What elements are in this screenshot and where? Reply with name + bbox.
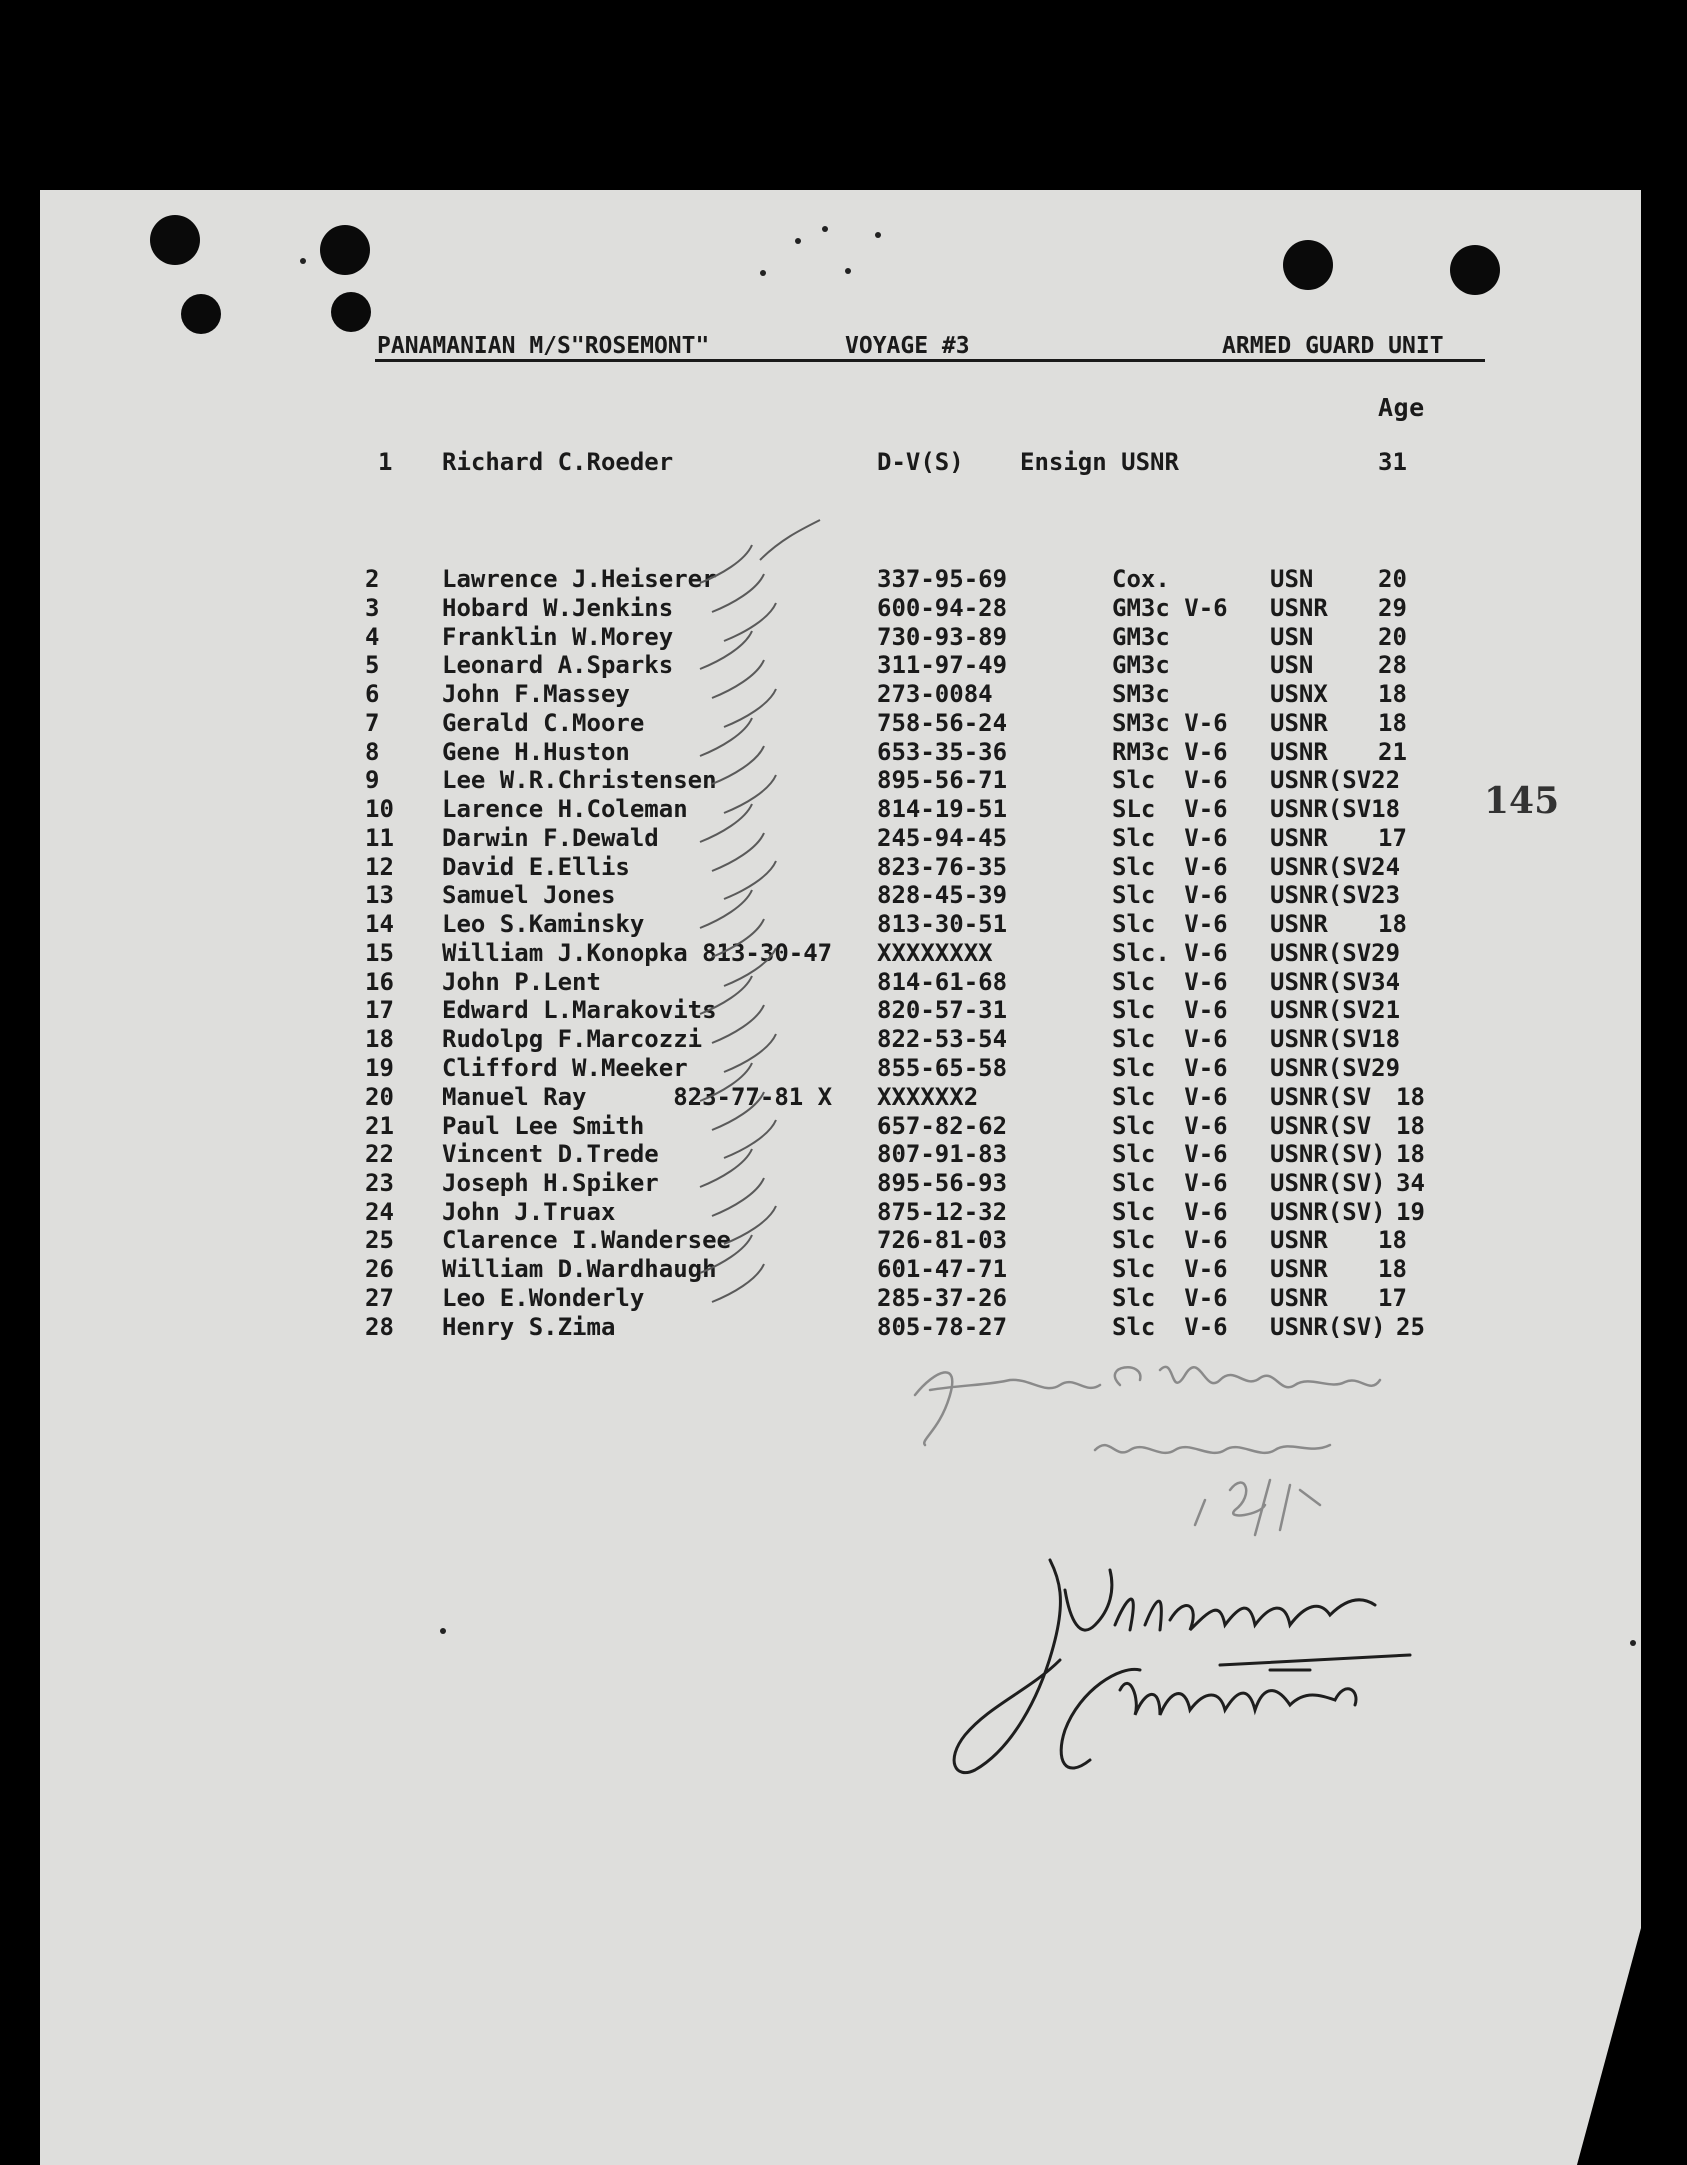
crew-service-number: 285-37-26 bbox=[877, 1284, 1008, 1312]
crew-rate: Slc V-6 bbox=[1112, 1112, 1228, 1140]
crew-age: 18 bbox=[1378, 709, 1407, 737]
crew-num: 12 bbox=[365, 853, 394, 881]
crew-service-number: 828-45-39 bbox=[877, 881, 1008, 909]
crew-num: 16 bbox=[365, 968, 394, 996]
crew-service-number: XXXXXX2 bbox=[877, 1083, 979, 1111]
crew-rate: Slc V-6 bbox=[1112, 1284, 1228, 1312]
crew-component: USNR bbox=[1270, 910, 1328, 938]
crew-num: 5 bbox=[365, 651, 380, 679]
crew-rate: Slc V-6 bbox=[1112, 910, 1228, 938]
officer-num: 1 bbox=[378, 448, 393, 476]
crew-age: 18 bbox=[1378, 910, 1407, 938]
crew-service-number: 814-61-68 bbox=[877, 968, 1008, 996]
crew-component: USN bbox=[1270, 623, 1314, 651]
crew-num: 21 bbox=[365, 1112, 394, 1140]
crew-rate: Slc V-6 bbox=[1112, 1313, 1228, 1341]
crew-rate: Slc V-6 bbox=[1112, 766, 1228, 794]
crew-service-number: 875-12-32 bbox=[877, 1198, 1008, 1226]
crew-age: 17 bbox=[1378, 824, 1407, 852]
crew-name: Joseph H.Spiker bbox=[442, 1169, 659, 1197]
crew-service-number: 245-94-45 bbox=[877, 824, 1008, 852]
crew-num: 4 bbox=[365, 623, 380, 651]
crew-name: Henry S.Zima bbox=[442, 1313, 616, 1341]
crew-component: USNR bbox=[1270, 1226, 1328, 1254]
crew-service-number: 807-91-83 bbox=[877, 1140, 1008, 1168]
crew-component: USNR bbox=[1270, 824, 1328, 852]
crew-age: 20 bbox=[1378, 623, 1407, 651]
crew-num: 6 bbox=[365, 680, 380, 708]
crew-age: 21 bbox=[1378, 738, 1407, 766]
crew-rate: GM3c bbox=[1112, 651, 1170, 679]
crew-rate: Slc. V-6 bbox=[1112, 939, 1228, 967]
voyage-heading: VOYAGE #3 bbox=[845, 333, 970, 359]
crew-name: Clarence I.Wandersee bbox=[442, 1226, 731, 1254]
crew-service-number: 657-82-62 bbox=[877, 1112, 1008, 1140]
crew-num: 24 bbox=[365, 1198, 394, 1226]
age-column-label: Age bbox=[1378, 393, 1425, 422]
crew-component: USNR(SV22 bbox=[1270, 766, 1401, 794]
crew-age: 18 bbox=[1378, 1255, 1407, 1283]
crew-name: Gene H.Huston bbox=[442, 738, 630, 766]
crew-name: Darwin F.Dewald bbox=[442, 824, 659, 852]
crew-num: 9 bbox=[365, 766, 380, 794]
crew-component: USNR(SV bbox=[1270, 1112, 1372, 1140]
crew-component: USNR(SV23 bbox=[1270, 881, 1401, 909]
crew-age: 34 bbox=[1396, 1169, 1425, 1197]
crew-rate: Slc V-6 bbox=[1112, 968, 1228, 996]
crew-age: 18 bbox=[1378, 680, 1407, 708]
crew-rate: Slc V-6 bbox=[1112, 824, 1228, 852]
crew-name: John J.Truax bbox=[442, 1198, 616, 1226]
crew-service-number: 813-30-51 bbox=[877, 910, 1008, 938]
crew-num: 19 bbox=[365, 1054, 394, 1082]
crew-num: 27 bbox=[365, 1284, 394, 1312]
crew-name: John P.Lent bbox=[442, 968, 601, 996]
crew-num: 17 bbox=[365, 996, 394, 1024]
crew-num: 23 bbox=[365, 1169, 394, 1197]
crew-rate: Slc V-6 bbox=[1112, 1140, 1228, 1168]
crew-service-number: 730-93-89 bbox=[877, 623, 1008, 651]
crew-component: USNR(SV21 bbox=[1270, 996, 1401, 1024]
crew-service-number: 273-0084 bbox=[877, 680, 993, 708]
crew-component: USNR bbox=[1270, 709, 1328, 737]
crew-service-number: 895-56-93 bbox=[877, 1169, 1008, 1197]
crew-name: Manuel Ray 823-77-81 X bbox=[442, 1083, 833, 1111]
crew-age: 18 bbox=[1396, 1112, 1425, 1140]
crew-name: Samuel Jones bbox=[442, 881, 616, 909]
crew-name: Leo E.Wonderly bbox=[442, 1284, 645, 1312]
crew-name: David E.Ellis bbox=[442, 853, 630, 881]
crew-component: USNX bbox=[1270, 680, 1328, 708]
crew-name: Edward L.Marakovits bbox=[442, 996, 717, 1024]
crew-age: 18 bbox=[1396, 1083, 1425, 1111]
crew-service-number: 855-65-58 bbox=[877, 1054, 1008, 1082]
officer-name: Richard C.Roeder bbox=[442, 448, 674, 476]
crew-service-number: 601-47-71 bbox=[877, 1255, 1008, 1283]
crew-service-number: 823-76-35 bbox=[877, 853, 1008, 881]
crew-rate: Slc V-6 bbox=[1112, 853, 1228, 881]
crew-num: 14 bbox=[365, 910, 394, 938]
crew-component: USNR(SV) bbox=[1270, 1313, 1386, 1341]
crew-component: USNR(SV) bbox=[1270, 1198, 1386, 1226]
crew-name: Leonard A.Sparks bbox=[442, 651, 674, 679]
crew-service-number: 337-95-69 bbox=[877, 565, 1008, 593]
officer-designation: D-V(S) bbox=[877, 448, 964, 476]
crew-num: 28 bbox=[365, 1313, 394, 1341]
crew-num: 13 bbox=[365, 881, 394, 909]
crew-service-number: 895-56-71 bbox=[877, 766, 1008, 794]
crew-rate: SLc V-6 bbox=[1112, 795, 1228, 823]
crew-component: USNR(SV) bbox=[1270, 1140, 1386, 1168]
crew-service-number: 758-56-24 bbox=[877, 709, 1008, 737]
crew-name: Paul Lee Smith bbox=[442, 1112, 645, 1140]
crew-service-number: 726-81-03 bbox=[877, 1226, 1008, 1254]
crew-name: Rudolpg F.Marcozzi bbox=[442, 1025, 703, 1053]
unit-heading: ARMED GUARD UNIT bbox=[1222, 333, 1444, 359]
crew-component: USNR(SV18 bbox=[1270, 1025, 1401, 1053]
crew-component: USNR bbox=[1270, 594, 1328, 622]
crew-num: 15 bbox=[365, 939, 394, 967]
crew-rate: GM3c V-6 bbox=[1112, 594, 1228, 622]
crew-service-number: 805-78-27 bbox=[877, 1313, 1008, 1341]
crew-rate: RM3c V-6 bbox=[1112, 738, 1228, 766]
crew-component: USN bbox=[1270, 565, 1314, 593]
crew-num: 26 bbox=[365, 1255, 394, 1283]
crew-component: USNR(SV29 bbox=[1270, 1054, 1401, 1082]
crew-name: William D.Wardhaugh bbox=[442, 1255, 717, 1283]
crew-rate: Slc V-6 bbox=[1112, 881, 1228, 909]
crew-name: John F.Massey bbox=[442, 680, 630, 708]
crew-age: 18 bbox=[1396, 1140, 1425, 1168]
crew-name: Larence H.Coleman bbox=[442, 795, 688, 823]
crew-age: 19 bbox=[1396, 1198, 1425, 1226]
crew-age: 29 bbox=[1378, 594, 1407, 622]
crew-component: USNR bbox=[1270, 738, 1328, 766]
crew-component: USNR bbox=[1270, 1255, 1328, 1283]
crew-rate: Slc V-6 bbox=[1112, 1025, 1228, 1053]
officer-age: 31 bbox=[1378, 448, 1407, 476]
crew-component: USNR(SV34 bbox=[1270, 968, 1401, 996]
crew-component: USNR(SV) bbox=[1270, 1169, 1386, 1197]
crew-service-number: 814-19-51 bbox=[877, 795, 1008, 823]
crew-num: 20 bbox=[365, 1083, 394, 1111]
crew-service-number: 600-94-28 bbox=[877, 594, 1008, 622]
crew-name: William J.Konopka 813-30-47 bbox=[442, 939, 833, 967]
crew-num: 3 bbox=[365, 594, 380, 622]
crew-name: Leo S.Kaminsky bbox=[442, 910, 645, 938]
crew-num: 2 bbox=[365, 565, 380, 593]
crew-component: USNR bbox=[1270, 1284, 1328, 1312]
crew-age: 18 bbox=[1378, 1226, 1407, 1254]
crew-rate: Slc V-6 bbox=[1112, 1083, 1228, 1111]
vessel-heading: PANAMANIAN M/S"ROSEMONT" bbox=[377, 333, 710, 359]
crew-component: USNR(SV24 bbox=[1270, 853, 1401, 881]
crew-name: Lee W.R.Christensen bbox=[442, 766, 717, 794]
crew-rate: SM3c V-6 bbox=[1112, 709, 1228, 737]
crew-service-number: 820-57-31 bbox=[877, 996, 1008, 1024]
crew-name: Clifford W.Meeker bbox=[442, 1054, 688, 1082]
crew-age: 20 bbox=[1378, 565, 1407, 593]
crew-age: 17 bbox=[1378, 1284, 1407, 1312]
crew-age: 25 bbox=[1396, 1313, 1425, 1341]
crew-service-number: 822-53-54 bbox=[877, 1025, 1008, 1053]
crew-component: USN bbox=[1270, 651, 1314, 679]
crew-name: Gerald C.Moore bbox=[442, 709, 645, 737]
crew-rate: Slc V-6 bbox=[1112, 1198, 1228, 1226]
crew-rate: Slc V-6 bbox=[1112, 996, 1228, 1024]
crew-rate: Slc V-6 bbox=[1112, 1226, 1228, 1254]
crew-age: 28 bbox=[1378, 651, 1407, 679]
crew-num: 11 bbox=[365, 824, 394, 852]
crew-name: Vincent D.Trede bbox=[442, 1140, 659, 1168]
crew-service-number: 311-97-49 bbox=[877, 651, 1008, 679]
crew-rate: SM3c bbox=[1112, 680, 1170, 708]
crew-rate: Slc V-6 bbox=[1112, 1054, 1228, 1082]
crew-num: 7 bbox=[365, 709, 380, 737]
crew-num: 18 bbox=[365, 1025, 394, 1053]
crew-rate: Slc V-6 bbox=[1112, 1169, 1228, 1197]
crew-num: 22 bbox=[365, 1140, 394, 1168]
crew-rate: Slc V-6 bbox=[1112, 1255, 1228, 1283]
crew-name: Hobard W.Jenkins bbox=[442, 594, 674, 622]
crew-num: 10 bbox=[365, 795, 394, 823]
crew-service-number: 653-35-36 bbox=[877, 738, 1008, 766]
crew-rate: GM3c bbox=[1112, 623, 1170, 651]
crew-component: USNR(SV18 bbox=[1270, 795, 1401, 823]
crew-service-number: XXXXXXXX bbox=[877, 939, 993, 967]
crew-rate: Cox. bbox=[1112, 565, 1170, 593]
crew-name: Lawrence J.Heiserer bbox=[442, 565, 717, 593]
crew-component: USNR(SV bbox=[1270, 1083, 1372, 1111]
crew-component: USNR(SV29 bbox=[1270, 939, 1401, 967]
page-number: 145 bbox=[1484, 780, 1560, 822]
officer-rank: Ensign USNR bbox=[1020, 448, 1179, 476]
crew-name: Franklin W.Morey bbox=[442, 623, 674, 651]
crew-num: 25 bbox=[365, 1226, 394, 1254]
crew-num: 8 bbox=[365, 738, 380, 766]
